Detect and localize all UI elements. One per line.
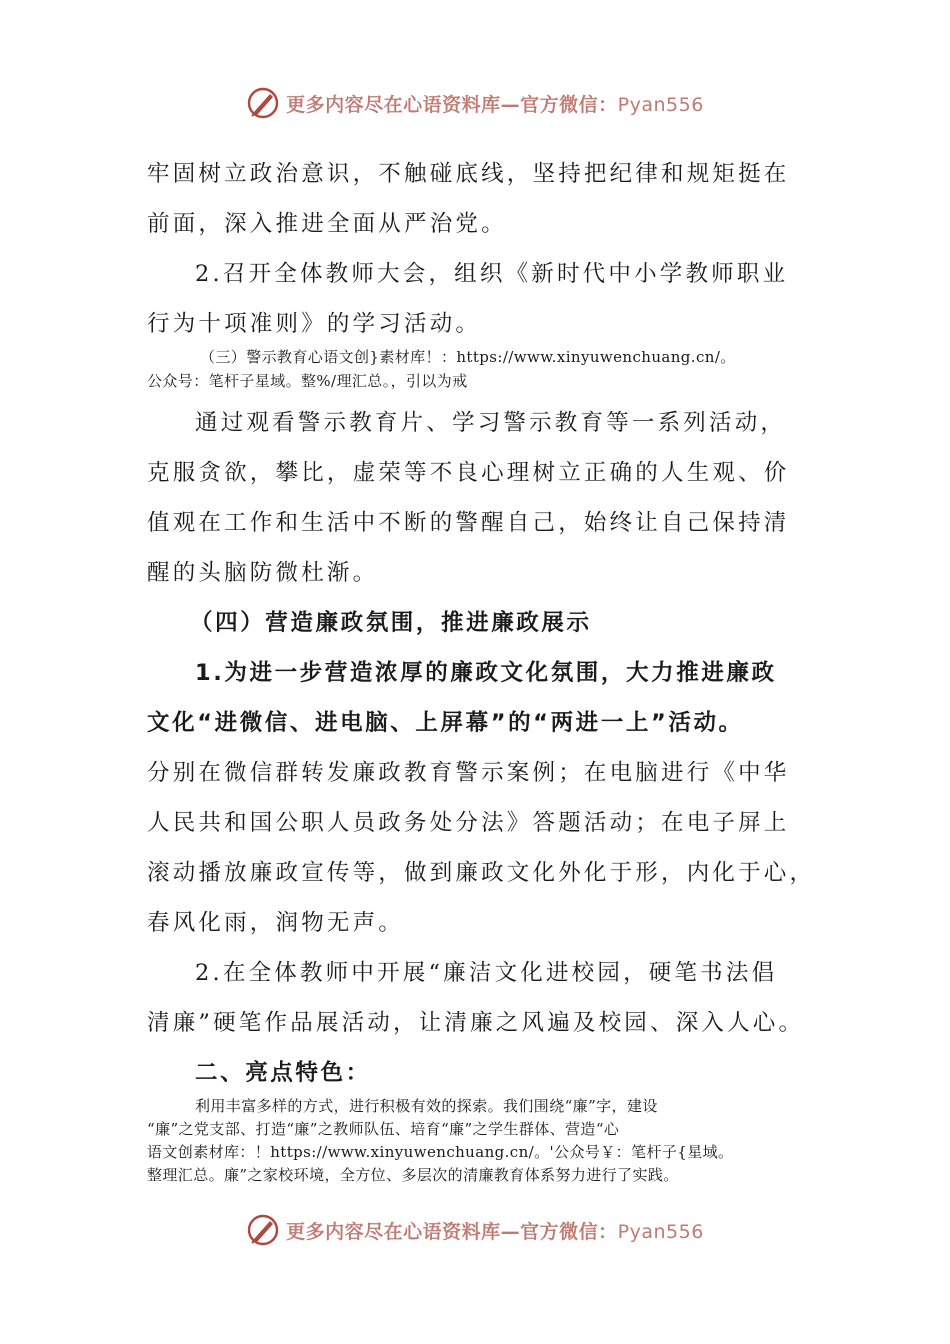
body-line: 值观在工作和生活中不断的警醒自己，始终让自己保持清 (147, 510, 790, 536)
body-line: 2.在全体教师中开展“廉洁文化进校园，硬笔书法倡 (195, 960, 778, 986)
body-line-bold: 文化“进微信、进电脑、上屏幕”的“两进一上”活动。 (147, 710, 744, 736)
body-line: 人民共和国公职人员政务处分法》答题活动；在电子屏上 (147, 810, 790, 836)
pen-logo-icon (246, 86, 280, 120)
body-line: 牢固树立政治意识，不触碰底线，坚持把纪律和规矩挺在 (147, 161, 790, 187)
footer-wechat-id: Pyan556 (617, 1220, 704, 1243)
body-line: 分别在微信群转发廉政教育警示案例；在电脑进行《中华 (147, 760, 790, 786)
body-line: 前面，深入推进全面从严治党。 (147, 211, 507, 237)
body-line: 醒的头脑防微杜渐。 (147, 560, 379, 586)
body-line: 整理汇总。廉”之家校环境，全方位、多层次的清廉教育体系努力进行了实践。 (147, 1166, 679, 1184)
footer-banner (0, 1210, 950, 1250)
header-banner (0, 83, 950, 123)
body-line: 语文创素材库：！https://www.xinyuwenchuang.cn/。'公众号￥：笔杆子{星域。 (147, 1143, 734, 1161)
pen-logo-icon (246, 1213, 280, 1247)
body-line: 公众号：笔杆子星域。整%/理汇总。，引以为戒 (147, 372, 468, 390)
body-line: 利用丰富多样的方式，进行积极有效的探索。我们围绕“廉”字，建设 (195, 1097, 658, 1115)
footer-banner-text: 更多内容尽在心语资料库—官方微信： (286, 1220, 618, 1243)
body-line: 滚动播放廉政宣传等，做到廉政文化外化于形，内化于心， (147, 860, 816, 886)
header-wechat-id: Pyan556 (617, 93, 704, 116)
body-line: 春风化雨，润物无声。 (147, 910, 405, 936)
body-line: “廉”之党支部、打造“廉”之教师队伍、培育“廉”之学生群体、营造“心 (147, 1120, 620, 1138)
body-line: 行为十项准则》的学习活动。 (147, 311, 482, 337)
body-line: 通过观看警示教育片、学习警示教育等一系列活动， (195, 410, 787, 436)
body-line: 克服贪欲，攀比，虚荣等不良心理树立正确的人生观、价 (147, 460, 790, 486)
body-line: 2.召开全体教师大会，组织《新时代中小学教师职业 (195, 261, 789, 287)
body-line: 清廉”硬笔作品展活动，让清廉之风遍及校园、深入人心。 (147, 1010, 805, 1036)
section-heading: 二、亮点特色： (195, 1060, 371, 1086)
body-line: （三）警示教育心语文创}素材库！：https://www.xinyuwenchuang.cn/。 (200, 348, 736, 366)
body-line-bold: 1.为进一步营造浓厚的廉政文化氛围，大力推进廉政 (195, 660, 777, 686)
header-banner-text: 更多内容尽在心语资料库—官方微信： (286, 93, 618, 116)
section-heading: （四）营造廉政氛围，推进廉政展示 (190, 610, 592, 636)
